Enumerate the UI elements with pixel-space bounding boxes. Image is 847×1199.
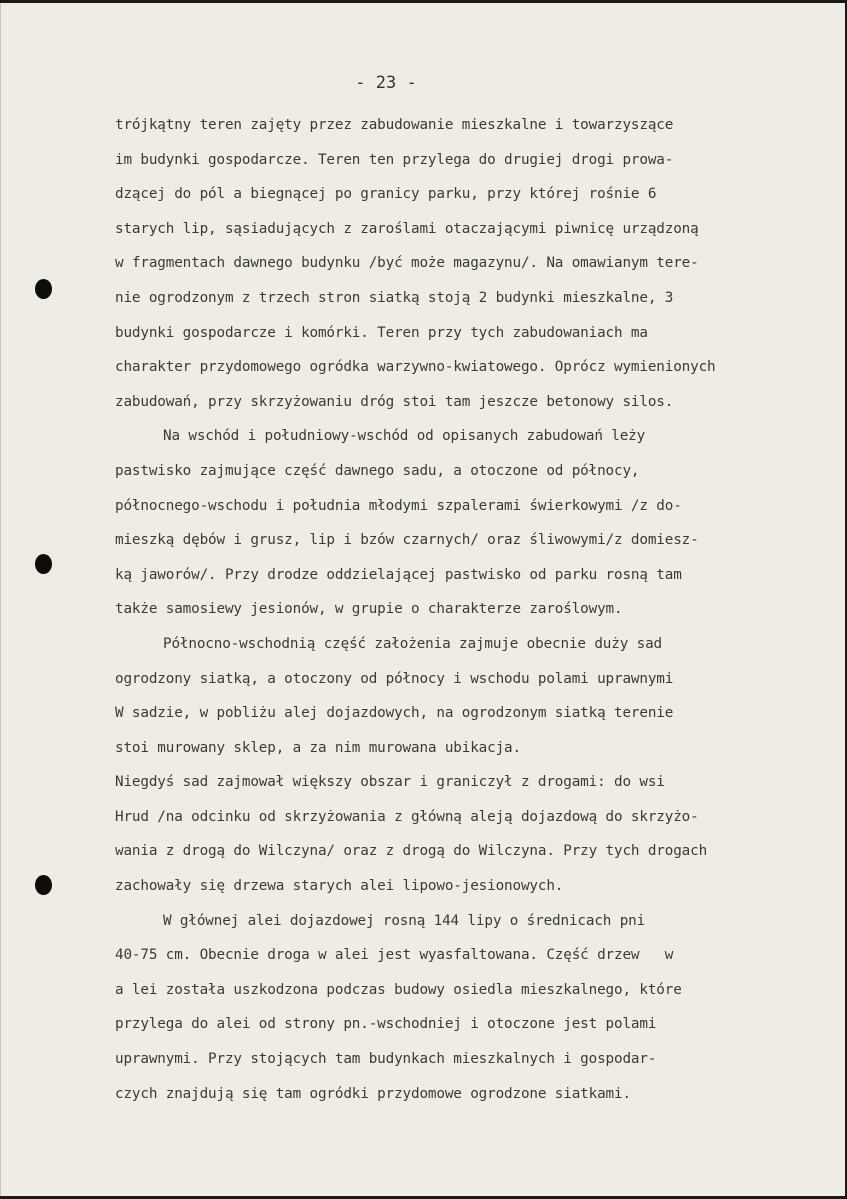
text-line: a lei została uszkodzona podczas budowy osiedla mieszkalnego, które: [115, 981, 682, 998]
text-line: Niegdyś sad zajmował większy obszar i graniczył z drogami: do wsi: [115, 774, 665, 791]
text-line: zachowały się drzewa starych alei lipowo-jesionowych.: [115, 878, 564, 895]
text-line: w fragmentach dawnego budynku /być może magazynu/. Na omawianym tere-: [115, 255, 699, 272]
text-line: także samosiewy jesionów, w grupie o charakterze zaroślowym.: [115, 601, 623, 618]
text-line: ogrodzony siatką, a otoczony od północy i wschodu polami uprawnymi: [115, 670, 674, 687]
punch-hole: [35, 554, 52, 574]
text-line: 40-75 cm. Obecnie droga w alei jest wyasfaltowana. Część drzew w: [115, 947, 674, 964]
text-line: W sadzie, w pobliżu alej dojazdowych, na ogrodzonym siatką terenie: [115, 705, 674, 722]
text-line: nie ogrodzonym z trzech stron siatką stoją 2 budynki mieszkalne, 3: [115, 289, 674, 306]
punch-hole: [35, 875, 52, 895]
text-line: przylega do alei od strony pn.-wschodniej i otoczone jest polami: [115, 1016, 657, 1033]
page-number: - 23 -: [355, 73, 417, 93]
text-line: W głównej alei dojazdowej rosną 144 lipy o średnicach pni: [163, 912, 646, 929]
text-line: stoi murowany sklep, a za nim murowana ubikacja.: [115, 739, 521, 756]
text-line: uprawnymi. Przy stojących tam budynkach mieszkalnych i gospodar-: [115, 1051, 657, 1068]
punch-hole: [35, 279, 52, 299]
text-line: im budynki gospodarcze. Teren ten przylega do drugiej drogi prowa-: [115, 151, 674, 168]
document-page: [0, 3, 845, 1196]
text-line: trójkątny teren zajęty przez zabudowanie mieszkalne i towarzyszące: [115, 117, 674, 133]
text-line: czych znajdują się tam ogródki przydomowe ogrodzone siatkami.: [115, 1085, 631, 1102]
text-line: wania z drogą do Wilczyna/ oraz z drogą do Wilczyna. Przy tych drogach: [115, 843, 708, 860]
text-line: Na wschód i południowy-wschód od opisanych zabudowań leży: [163, 428, 646, 445]
text-line: zabudowań, przy skrzyżowaniu dróg stoi tam jeszcze betonowy silos.: [115, 393, 674, 410]
text-line: dzącej do pól a biegnącej po granicy parku, przy której rośnie 6: [115, 186, 657, 203]
text-line: ką jaworów/. Przy drodze oddzielającej pastwisko od parku rosną tam: [115, 566, 682, 583]
text-line: Hrud /na odcinku od skrzyżowania z główną aleją dojazdową do skrzyżo-: [115, 808, 699, 825]
text-line: budynki gospodarcze i komórki. Teren przy tych zabudowaniach ma: [115, 324, 648, 341]
text-line: mieszką dębów i grusz, lip i bzów czarnych/ oraz śliwowymi/z domiesz-: [115, 532, 699, 549]
text-line: starych lip, sąsiadujących z zaroślami otaczającymi piwnicę urządzoną: [115, 220, 699, 237]
text-line: północnego-wschodu i południa młodymi szpalerami świerkowymi /z do-: [115, 497, 682, 514]
text-line: Północno-wschodnią część założenia zajmuje obecnie duży sad: [163, 635, 662, 652]
typed-text-body: [115, 108, 843, 1111]
text-line: charakter przydomowego ogródka warzywno-kwiatowego. Oprócz wymienionych: [115, 359, 716, 376]
text-line: pastwisko zajmujące część dawnego sadu, a otoczone od północy,: [115, 462, 640, 479]
